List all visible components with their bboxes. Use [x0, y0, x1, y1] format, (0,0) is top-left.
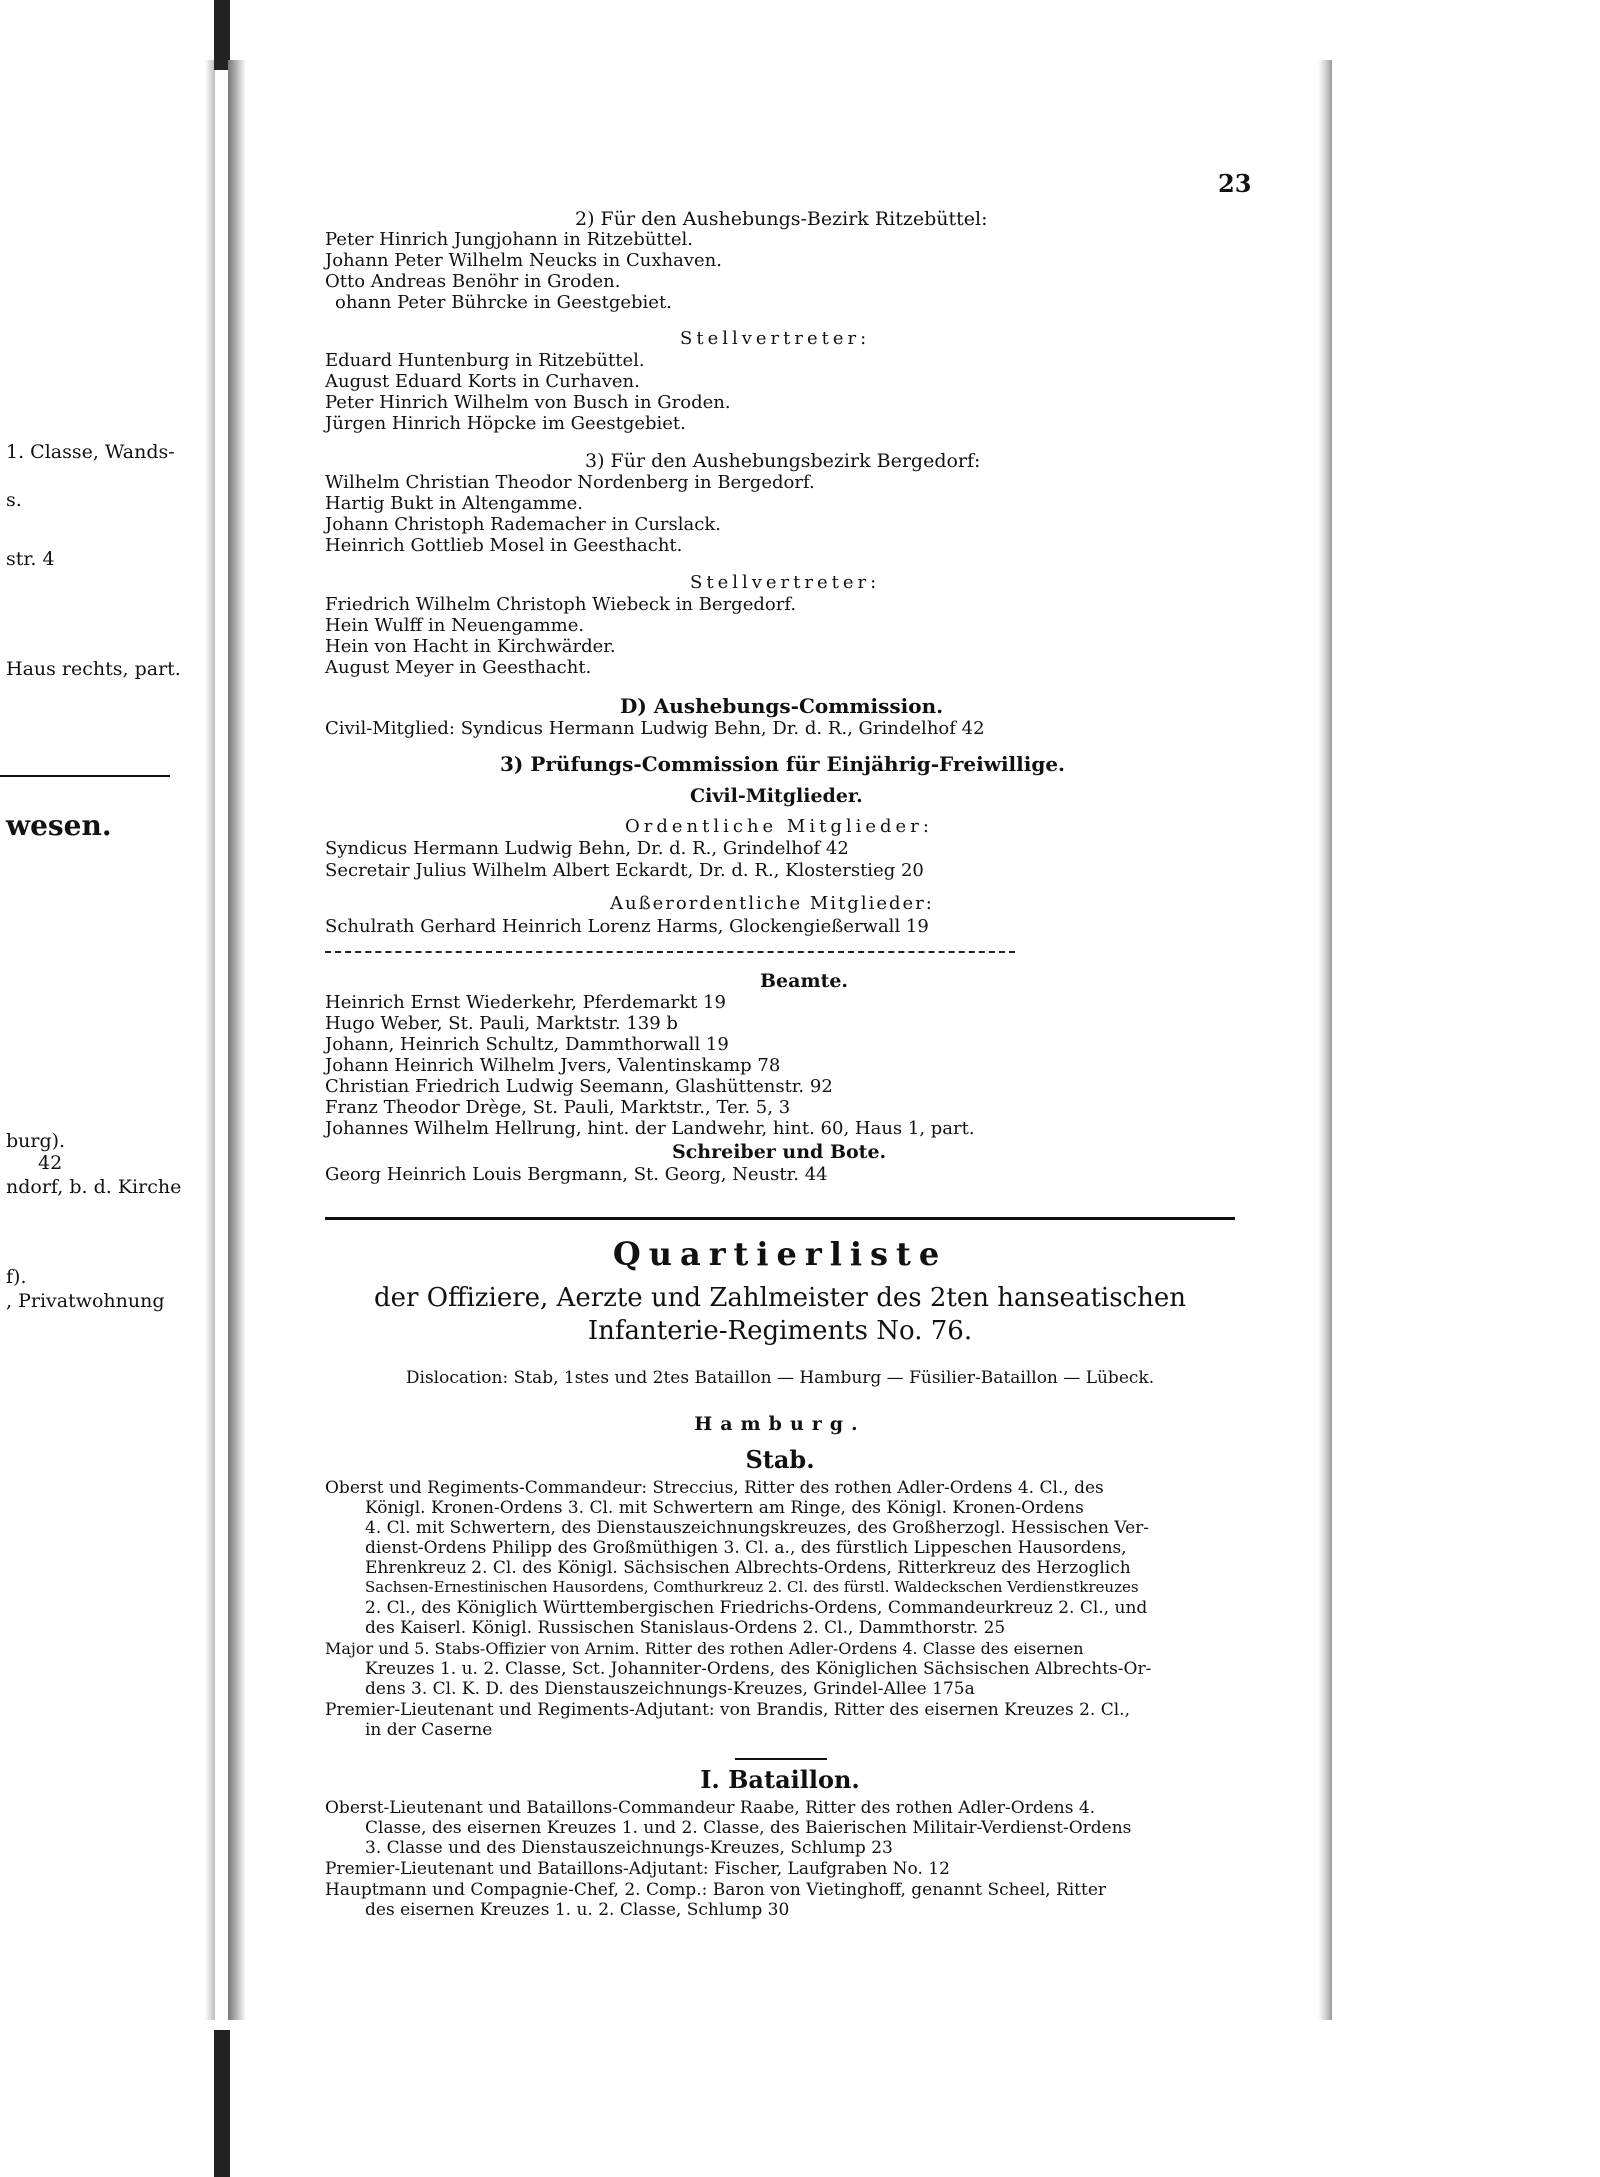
- bataillon-line: Classe, des eisernen Kreuzes 1. und 2. Classe, des Baierischen Militair-Verdienst-Ordens: [365, 1818, 1132, 1838]
- page-edge-right: [1318, 60, 1332, 2020]
- left-fragment-heading: wesen.: [6, 809, 112, 842]
- commission-heading: D) Aushebungs-Commission.: [620, 694, 944, 718]
- ordinary-member: Secretair Julius Wilhelm Albert Eckardt, Dr. d. R., Klosterstieg 20: [325, 860, 924, 881]
- quartierliste-title: Quartierliste: [612, 1235, 948, 1273]
- stab-line: 2. Cl., des Königlich Württembergischen Friedrichs-Ordens, Commandeurkreuz 2. Cl., und: [365, 1598, 1148, 1618]
- beamte-line: Hugo Weber, St. Pauli, Marktstr. 139 b: [325, 1013, 678, 1034]
- left-fragment: , Privatwohnung: [6, 1290, 165, 1312]
- section-heading-bergedorf: 3) Für den Aushebungsbezirk Bergedorf:: [585, 450, 981, 472]
- deputy-line: Jürgen Hinrich Höpcke im Geestgebiet.: [325, 413, 686, 434]
- bataillon-heading: I. Bataillon.: [700, 1765, 860, 1794]
- stab-line: Königl. Kronen-Ordens 3. Cl. mit Schwertern am Ringe, des Königl. Kronen-Ordens: [365, 1498, 1084, 1518]
- ordinary-member: Syndicus Hermann Ludwig Behn, Dr. d. R., Grindelhof 42: [325, 838, 849, 859]
- left-rule: [0, 775, 170, 777]
- deputies-heading: Stellvertreter:: [690, 572, 881, 593]
- extraordinary-members-heading: Außerordentliche Mitglieder:: [610, 893, 934, 914]
- stab-line: dienst-Ordens Philipp des Großmüthigen 3. Cl. a., des fürstlich Lippeschen Hausordens,: [365, 1538, 1127, 1558]
- bataillon-line: Oberst-Lieutenant und Bataillons-Commandeur Raabe, Ritter des rothen Adler-Ordens 4.: [325, 1798, 1096, 1818]
- ordinary-members-heading: Ordentliche Mitglieder:: [625, 816, 933, 837]
- stab-line: Kreuzes 1. u. 2. Classe, Sct. Johanniter-Ordens, des Königlichen Sächsischen Albrechts-Or-: [365, 1659, 1152, 1679]
- schreiber-line: Georg Heinrich Louis Bergmann, St. Georg, Neustr. 44: [325, 1164, 828, 1185]
- left-fragment: Haus rechts, part.: [6, 658, 181, 680]
- schreiber-heading: Schreiber und Bote.: [672, 1141, 887, 1163]
- deputy-line: August Meyer in Geesthacht.: [325, 657, 592, 678]
- stab-line: des Kaiserl. Königl. Russischen Stanislaus-Ordens 2. Cl., Dammthorstr. 25: [365, 1618, 1006, 1638]
- beamte-line: Heinrich Ernst Wiederkehr, Pferdemarkt 19: [325, 992, 726, 1013]
- page-edge-left: [205, 60, 215, 2020]
- stab-line: Premier-Lieutenant und Regiments-Adjutant: von Brandis, Ritter des eisernen Kreuzes 2. Cl.,: [325, 1700, 1130, 1720]
- left-fragment: s.: [6, 489, 22, 511]
- member-line: ohann Peter Bührcke in Geestgebiet.: [335, 292, 672, 313]
- deputy-line: Hein von Hacht in Kirchwärder.: [325, 636, 616, 657]
- member-line: Heinrich Gottlieb Mosel in Geesthacht.: [325, 535, 683, 556]
- beamte-line: Christian Friedrich Ludwig Seemann, Glashüttenstr. 92: [325, 1076, 833, 1097]
- left-fragment: burg).: [6, 1130, 66, 1152]
- dashed-separator: [325, 951, 1015, 953]
- bataillon-line: Premier-Lieutenant und Bataillons-Adjutant: Fischer, Laufgraben No. 12: [325, 1859, 950, 1879]
- deputy-line: Friedrich Wilhelm Christoph Wiebeck in Bergedorf.: [325, 594, 797, 615]
- stab-heading: Stab.: [745, 1445, 815, 1474]
- member-line: Hartig Bukt in Altengamme.: [325, 493, 584, 514]
- bataillon-line: des eisernen Kreuzes 1. u. 2. Classe, Schlump 30: [365, 1900, 790, 1920]
- dislocation: Dislocation: Stab, 1stes und 2tes Bataillon — Hamburg — Füsilier-Bataillon — Lübeck.: [405, 1368, 1155, 1388]
- pruefung-subheading: Civil-Mitglieder.: [690, 785, 863, 807]
- left-fragment: ndorf, b. d. Kirche: [6, 1176, 182, 1198]
- stab-line: Major und 5. Stabs-Offizier von Arnim. Ritter des rothen Adler-Ordens 4. Classe des eisernen: [325, 1639, 1084, 1658]
- book-spine-bottom: [214, 2030, 230, 2177]
- beamte-line: Johann Heinrich Wilhelm Jvers, Valentinskamp 78: [325, 1055, 781, 1076]
- member-line: Johann Christoph Rademacher in Curslack.: [325, 514, 721, 535]
- quartierliste-subtitle: Infanterie-Regiments No. 76.: [587, 1316, 973, 1346]
- left-fragment: 1. Classe, Wands-: [6, 441, 175, 463]
- beamte-heading: Beamte.: [760, 970, 849, 992]
- stab-line: Sachsen-Ernestinischen Hausordens, Comthurkreuz 2. Cl. des fürstl. Waldeckschen Verdienstkreuzes: [365, 1578, 1139, 1596]
- extraordinary-member: Schulrath Gerhard Heinrich Lorenz Harms, Glockengießerwall 19: [325, 916, 929, 937]
- city-heading: Hamburg.: [694, 1413, 866, 1435]
- beamte-line: Johann, Heinrich Schultz, Dammthorwall 19: [325, 1034, 729, 1055]
- page-number: 23: [1218, 169, 1252, 198]
- deputies-heading: Stellvertreter:: [680, 328, 871, 349]
- stab-line: Oberst und Regiments-Commandeur: Streccius, Ritter des rothen Adler-Ordens 4. Cl., des: [325, 1478, 1104, 1498]
- member-line: Peter Hinrich Jungjohann in Ritzebüttel.: [325, 229, 694, 250]
- left-fragment: str. 4: [6, 548, 55, 570]
- stab-line: Ehrenkreuz 2. Cl. des Königl. Sächsischen Albrechts-Ordens, Ritterkreuz des Herzoglich: [365, 1558, 1131, 1578]
- commission-civil-member: Civil-Mitglied: Syndicus Hermann Ludwig Behn, Dr. d. R., Grindelhof 42: [325, 718, 985, 739]
- deputy-line: Eduard Huntenburg in Ritzebüttel.: [325, 350, 645, 371]
- bataillon-line: 3. Classe und des Dienstauszeichnungs-Kreuzes, Schlump 23: [365, 1838, 893, 1858]
- deputy-line: Hein Wulff in Neuengamme.: [325, 615, 585, 636]
- stab-line: in der Caserne: [365, 1720, 493, 1740]
- beamte-line: Johannes Wilhelm Hellrung, hint. der Landwehr, hint. 60, Haus 1, part.: [325, 1118, 975, 1139]
- left-fragment: f).: [6, 1266, 27, 1288]
- left-fragment: 42: [38, 1152, 63, 1174]
- member-line: Wilhelm Christian Theodor Nordenberg in Bergedorf.: [325, 472, 815, 493]
- page-gutter: [228, 60, 246, 2020]
- section-rule: [325, 1217, 1235, 1220]
- deputy-line: August Eduard Korts in Curhaven.: [325, 371, 640, 392]
- section-heading-ritzebuettel: 2) Für den Aushebungs-Bezirk Ritzebüttel:: [575, 208, 988, 230]
- bataillon-line: Hauptmann und Compagnie-Chef, 2. Comp.: Baron von Vietinghoff, genannt Scheel, Ritter: [325, 1880, 1107, 1900]
- stab-line: 4. Cl. mit Schwertern, des Dienstauszeichnungskreuzes, des Großherzogl. Hessischen Ver-: [365, 1518, 1150, 1538]
- deputy-line: Peter Hinrich Wilhelm von Busch in Groden.: [325, 392, 731, 413]
- member-line: Otto Andreas Benöhr in Groden.: [325, 271, 621, 292]
- quartierliste-subtitle: der Offiziere, Aerzte und Zahlmeister des 2ten hanseatischen: [373, 1283, 1186, 1313]
- beamte-line: Franz Theodor Drège, St. Pauli, Marktstr., Ter. 5, 3: [325, 1097, 791, 1118]
- pruefung-heading: 3) Prüfungs-Commission für Einjährig-Freiwillige.: [500, 752, 1065, 776]
- short-rule: [735, 1758, 827, 1760]
- member-line: Johann Peter Wilhelm Neucks in Cuxhaven.: [325, 250, 722, 271]
- stab-line: dens 3. Cl. K. D. des Dienstauszeichnungs-Kreuzes, Grindel-Allee 175a: [365, 1679, 975, 1699]
